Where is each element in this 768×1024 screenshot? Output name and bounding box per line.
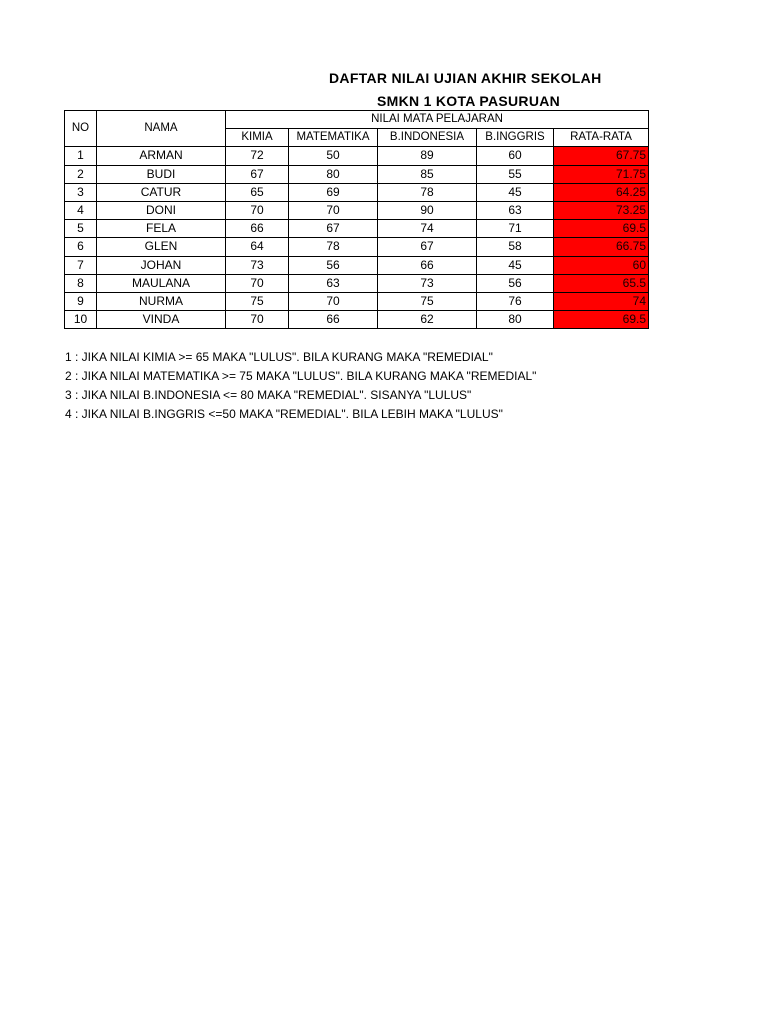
- rule-note: 3 : JIKA NILAI B.INDONESIA <= 80 MAKA "REMEDIAL". SISANYA "LULUS": [65, 388, 472, 402]
- no-header: NO: [65, 111, 97, 147]
- kimia-score: 65: [226, 183, 289, 201]
- b-indonesia-score: 90: [378, 201, 477, 219]
- matematika-score: 80: [289, 165, 378, 183]
- table-row: [65, 238, 649, 256]
- b-inggris-score: 45: [477, 183, 554, 201]
- subject-group-header: NILAI MATA PELAJARAN: [226, 111, 649, 129]
- matematika-score: 78: [289, 238, 378, 256]
- student-no: 7: [65, 256, 97, 274]
- b-indonesia-score: 73: [378, 274, 477, 292]
- student-name: NURMA: [97, 292, 226, 310]
- student-name: ARMAN: [97, 147, 226, 165]
- page-title: DAFTAR NILAI UJIAN AKHIR SEKOLAH: [329, 70, 602, 86]
- student-name: BUDI: [97, 165, 226, 183]
- table-row: [65, 311, 649, 329]
- matematika-header: MATEMATIKA: [289, 129, 378, 147]
- matematika-score: 63: [289, 274, 378, 292]
- student-name: JOHAN: [97, 256, 226, 274]
- table-row: [65, 292, 649, 310]
- rule-note: 2 : JIKA NILAI MATEMATIKA >= 75 MAKA "LULUS". BILA KURANG MAKA "REMEDIAL": [65, 369, 537, 383]
- name-header: NAMA: [97, 111, 226, 147]
- school-name: SMKN 1 KOTA PASURUAN: [377, 93, 561, 109]
- b-inggris-score: 60: [477, 147, 554, 165]
- table-row: [65, 165, 649, 183]
- b-inggris-header: B.INGGRIS: [477, 129, 554, 147]
- b-indonesia-score: 66: [378, 256, 477, 274]
- average-score: 71.75: [554, 165, 649, 183]
- table-row: [65, 274, 649, 292]
- student-name: FELA: [97, 220, 226, 238]
- average-score: 66.75: [554, 238, 649, 256]
- b-inggris-score: 71: [477, 220, 554, 238]
- student-name: MAULANA: [97, 274, 226, 292]
- student-name: VINDA: [97, 311, 226, 329]
- average-score: 74: [554, 292, 649, 310]
- average-score: 69.5: [554, 311, 649, 329]
- b-indonesia-score: 89: [378, 147, 477, 165]
- average-score: 73.25: [554, 201, 649, 219]
- b-indonesia-score: 85: [378, 165, 477, 183]
- table-row: [65, 201, 649, 219]
- average-score: 69.5: [554, 220, 649, 238]
- average-score: 65.5: [554, 274, 649, 292]
- student-name: CATUR: [97, 183, 226, 201]
- student-no: 3: [65, 183, 97, 201]
- b-indonesia-score: 74: [378, 220, 477, 238]
- kimia-score: 73: [226, 256, 289, 274]
- student-no: 6: [65, 238, 97, 256]
- table-row: [65, 183, 649, 201]
- b-indonesia-score: 62: [378, 311, 477, 329]
- student-no: 2: [65, 165, 97, 183]
- average-score: 60: [554, 256, 649, 274]
- matematika-score: 50: [289, 147, 378, 165]
- b-inggris-score: 63: [477, 201, 554, 219]
- matematika-score: 70: [289, 201, 378, 219]
- matematika-score: 67: [289, 220, 378, 238]
- table-row: [65, 220, 649, 238]
- b-inggris-score: 55: [477, 165, 554, 183]
- kimia-score: 70: [226, 311, 289, 329]
- table-row: [65, 147, 649, 165]
- matematika-score: 70: [289, 292, 378, 310]
- kimia-score: 64: [226, 238, 289, 256]
- matematika-score: 66: [289, 311, 378, 329]
- kimia-score: 75: [226, 292, 289, 310]
- b-indonesia-score: 78: [378, 183, 477, 201]
- student-no: 1: [65, 147, 97, 165]
- b-indonesia-score: 75: [378, 292, 477, 310]
- student-no: 9: [65, 292, 97, 310]
- matematika-score: 69: [289, 183, 378, 201]
- student-name: DONI: [97, 201, 226, 219]
- kimia-score: 70: [226, 274, 289, 292]
- b-inggris-score: 45: [477, 256, 554, 274]
- student-no: 10: [65, 311, 97, 329]
- header-row: [65, 111, 649, 129]
- b-inggris-score: 80: [477, 311, 554, 329]
- kimia-score: 72: [226, 147, 289, 165]
- b-inggris-score: 56: [477, 274, 554, 292]
- kimia-score: 66: [226, 220, 289, 238]
- rata-rata-header: RATA-RATA: [554, 129, 649, 147]
- table-row: [65, 256, 649, 274]
- b-inggris-score: 58: [477, 238, 554, 256]
- average-score: 67.75: [554, 147, 649, 165]
- student-no: 4: [65, 201, 97, 219]
- b-indonesia-score: 67: [378, 238, 477, 256]
- kimia-score: 67: [226, 165, 289, 183]
- kimia-header: KIMIA: [226, 129, 289, 147]
- matematika-score: 56: [289, 256, 378, 274]
- average-score: 64.25: [554, 183, 649, 201]
- rule-note: 1 : JIKA NILAI KIMIA >= 65 MAKA "LULUS". BILA KURANG MAKA "REMEDIAL": [65, 350, 493, 364]
- kimia-score: 70: [226, 201, 289, 219]
- b-indonesia-header: B.INDONESIA: [378, 129, 477, 147]
- grading-rules: [65, 348, 536, 424]
- b-inggris-score: 76: [477, 292, 554, 310]
- student-no: 5: [65, 220, 97, 238]
- grades-table: [64, 110, 649, 329]
- rule-note: 4 : JIKA NILAI B.INGGRIS <=50 MAKA "REMEDIAL". BILA LEBIH MAKA "LULUS": [65, 407, 503, 421]
- student-name: GLEN: [97, 238, 226, 256]
- student-no: 8: [65, 274, 97, 292]
